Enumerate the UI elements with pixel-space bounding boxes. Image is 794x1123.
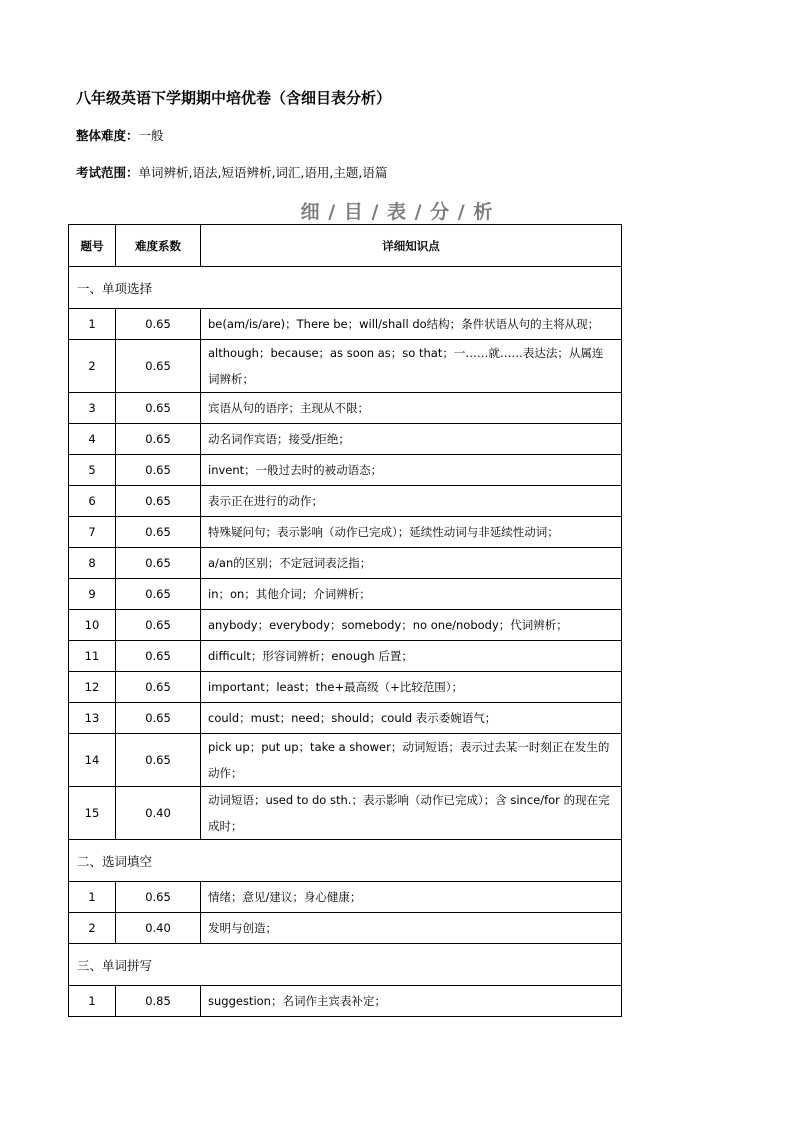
difficulty-line [76,126,164,144]
table-row [69,424,622,455]
question-number-cell: 12 [69,672,116,703]
knowledge-point-cell: 动名词作宾语；接受/拒绝； [201,424,622,455]
difficulty-coefficient-cell: 0.65 [116,486,201,517]
table-row [69,340,622,393]
knowledge-point-cell: 宾语从句的语序；主现从不限； [201,393,622,424]
knowledge-point-cell: a/an的区别；不定冠词表泛指； [201,548,622,579]
column-header-knowledge: 详细知识点 [201,225,622,267]
section-title: 二、选词填空 [69,840,622,882]
question-number-cell: 4 [69,424,116,455]
difficulty-coefficient-cell: 0.65 [116,309,201,340]
table-row [69,913,622,944]
difficulty-coefficient-cell: 0.65 [116,610,201,641]
table-row [69,486,622,517]
knowledge-point-cell: 特殊疑问句；表示影响（动作已完成）；延续性动词与非延续性动词； [201,517,622,548]
section-row [69,267,622,309]
question-number-cell: 6 [69,486,116,517]
question-number-cell: 1 [69,309,116,340]
difficulty-coefficient-cell: 0.65 [116,882,201,913]
table-row [69,986,622,1017]
knowledge-point-cell: anybody；everybody；somebody；no one/nobody；代词辨析； [201,610,622,641]
knowledge-point-cell: 发明与创造； [201,913,622,944]
knowledge-point-cell: suggestion；名词作主宾表补定； [201,986,622,1017]
table-row [69,517,622,548]
knowledge-point-cell: 动词短语；used to do sth.；表示影响（动作已完成）；含 since/for 的现在完成时； [201,787,622,840]
table-row [69,610,622,641]
knowledge-point-cell: pick up；put up；take a shower；动词短语；表示过去某一时刻正在发生的动作； [201,734,622,787]
document-title: 八年级英语下学期期中培优卷（含细目表分析） [76,89,392,107]
table-row [69,641,622,672]
difficulty-value: 一般 [138,128,164,143]
knowledge-point-cell: 情绪；意见/建议；身心健康； [201,882,622,913]
knowledge-point-cell: could；must；need；should；could 表示委婉语气； [201,703,622,734]
knowledge-point-cell: in；on；其他介词；介词辨析； [201,579,622,610]
question-number-cell: 14 [69,734,116,787]
difficulty-coefficient-cell: 0.65 [116,579,201,610]
difficulty-coefficient-cell: 0.65 [116,340,201,393]
table-row [69,672,622,703]
section-title: 三、单词拼写 [69,944,622,986]
section-row [69,840,622,882]
section-title: 一、单项选择 [69,267,622,309]
difficulty-coefficient-cell: 0.65 [116,548,201,579]
column-header-no: 题号 [69,225,116,267]
question-number-cell: 9 [69,579,116,610]
difficulty-coefficient-cell: 0.85 [116,986,201,1017]
question-number-cell: 2 [69,913,116,944]
table-row [69,393,622,424]
column-header-coefficient: 难度系数 [116,225,201,267]
difficulty-coefficient-cell: 0.65 [116,393,201,424]
table-body [69,267,622,1017]
difficulty-coefficient-cell: 0.65 [116,424,201,455]
scope-line [76,163,387,181]
knowledge-point-cell: be(am/is/are)；There be；will/shall do结构；条件状语从句的主将从现； [201,309,622,340]
question-number-cell: 13 [69,703,116,734]
question-number-cell: 5 [69,455,116,486]
table-row [69,455,622,486]
difficulty-coefficient-cell: 0.65 [116,734,201,787]
difficulty-coefficient-cell: 0.65 [116,641,201,672]
question-number-cell: 2 [69,340,116,393]
table-row [69,309,622,340]
knowledge-point-cell: although；because；as soon as；so that；一……就……表达法；从属连词辨析； [201,340,622,393]
section-row [69,944,622,986]
table-header-row [69,225,622,267]
question-number-cell: 8 [69,548,116,579]
table-row [69,703,622,734]
question-number-cell: 1 [69,986,116,1017]
question-number-cell: 7 [69,517,116,548]
table-row [69,548,622,579]
table-row [69,734,622,787]
table-row [69,882,622,913]
difficulty-coefficient-cell: 0.65 [116,455,201,486]
knowledge-point-cell: difficult；形容词辨析；enough 后置； [201,641,622,672]
difficulty-label: 整体难度： [76,128,139,143]
difficulty-coefficient-cell: 0.65 [116,703,201,734]
table-row [69,579,622,610]
question-number-cell: 10 [69,610,116,641]
knowledge-point-cell: invent；一般过去时的被动语态； [201,455,622,486]
difficulty-coefficient-cell: 0.40 [116,787,201,840]
question-number-cell: 3 [69,393,116,424]
question-number-cell: 15 [69,787,116,840]
knowledge-point-cell: important；least；the+最高级（+比较范围）； [201,672,622,703]
knowledge-point-cell: 表示正在进行的动作； [201,486,622,517]
table-row [69,787,622,840]
analysis-table [68,224,622,1017]
scope-value: 单词辨析,语法,短语辨析,词汇,语用,主题,语篇 [138,165,388,180]
table-heading: 细 / 目 / 表 / 分 / 析 [300,201,494,223]
question-number-cell: 11 [69,641,116,672]
difficulty-coefficient-cell: 0.65 [116,672,201,703]
difficulty-coefficient-cell: 0.65 [116,517,201,548]
difficulty-coefficient-cell: 0.40 [116,913,201,944]
scope-label: 考试范围： [76,165,139,180]
question-number-cell: 1 [69,882,116,913]
